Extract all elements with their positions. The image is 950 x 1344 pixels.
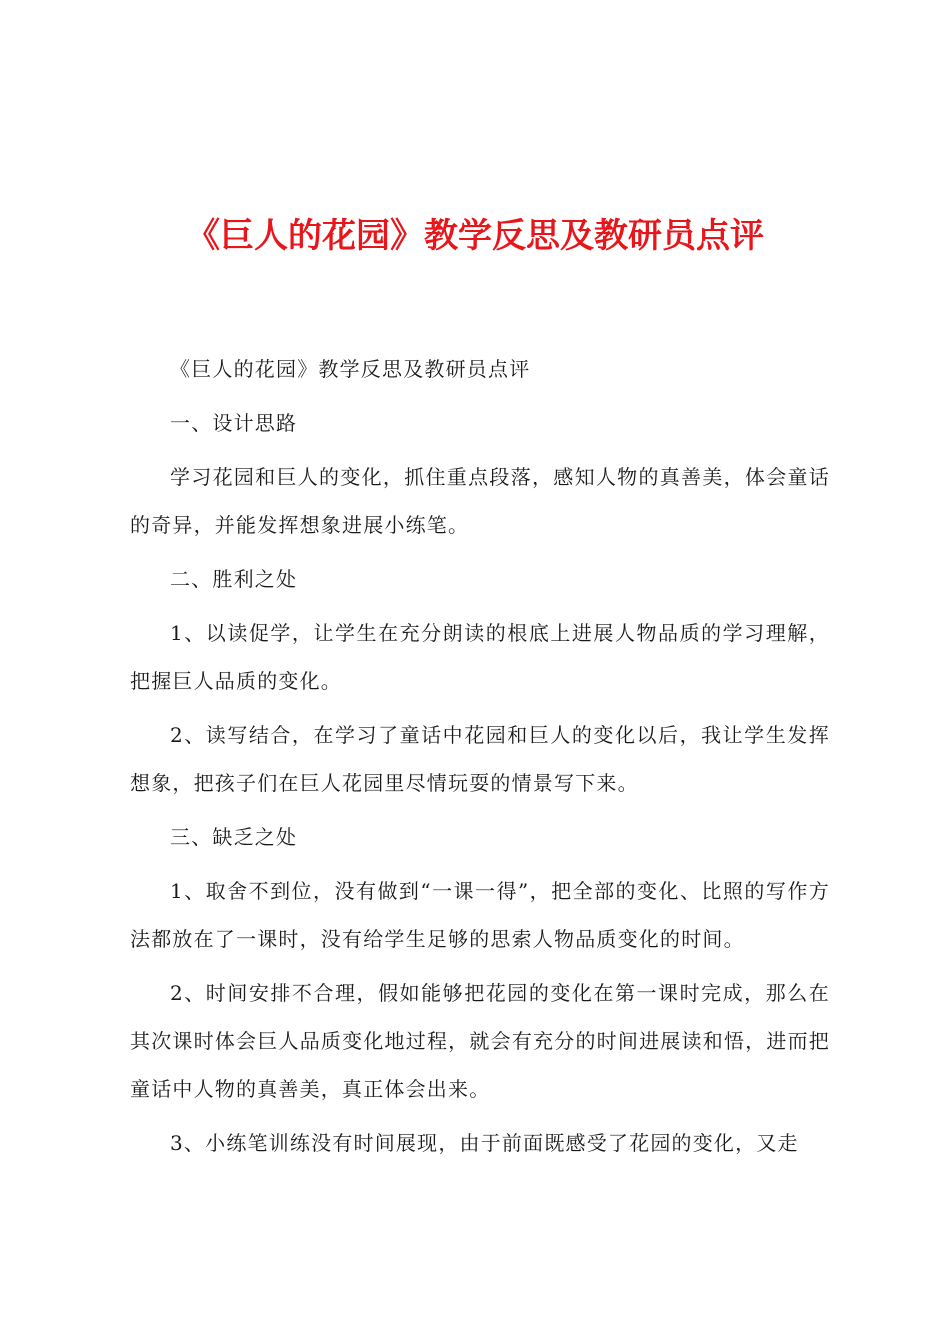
document-body [130,345,830,1173]
paragraph-success-1: 1、以读促学，让学生在充分朗读的根底上进展人物品质的学习理解，把握巨人品质的变化。 [130,621,830,693]
document-title: 《巨人的花园》教学反思及教研员点评 [186,216,764,256]
section-heading-shortcomings: 三、缺乏之处 [170,825,298,849]
paragraph-success-2: 2、读写结合，在学习了童话中花园和巨人的变化以后，我让学生发挥想象，把孩子们在巨人花园里尽情玩耍的情景写下来。 [130,723,830,795]
paragraph-shortcoming-3: 3、小练笔训练没有时间展现，由于前面既感受了花园的变化，又走 [170,1131,799,1155]
paragraph-shortcoming-1: 1、取舍不到位，没有做到“一课一得”，把全部的变化、比照的写作方法都放在了一课时，没有给学生足够的思索人物品质变化的时间。 [130,879,830,951]
section-heading-design: 一、设计思路 [170,411,298,435]
paragraph-shortcoming-2: 2、时间安排不合理，假如能够把花园的变化在第一课时完成，那么在其次课时体会巨人品质变化地过程，就会有充分的时间进展读和悟，进而把童话中人物的真善美，真正体会出来。 [130,981,830,1101]
section-heading-success: 二、胜利之处 [170,567,298,591]
paragraph-design: 学习花园和巨人的变化，抓住重点段落，感知人物的真善美，体会童话的奇异，并能发挥想象进展小练笔。 [130,465,830,537]
paragraph-heading-repeat: 《巨人的花园》教学反思及教研员点评 [170,357,531,381]
